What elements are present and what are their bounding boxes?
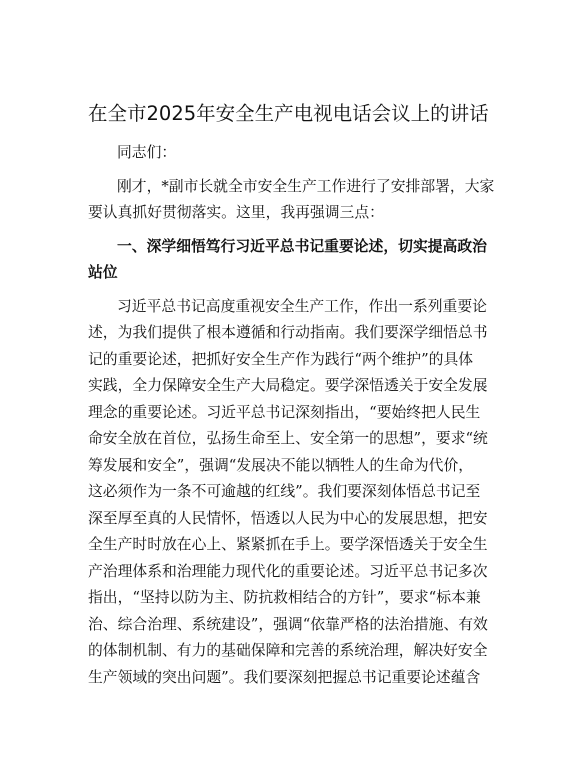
paragraph-line: 筹发展和安全”，强调“发展决不能以牺牲人的生命为代价， [88,456,474,474]
paragraph-line: 命安全放在首位，弘扬生命至上、安全第一的思想”，要求“统 [88,430,488,447]
paragraph-line: 述，为我们提供了根本遵循和行动指南。我们要深学细悟总书 [88,324,488,341]
salutation: 同志们： [117,144,177,161]
paragraph-line: 产治理体系和治理能力现代化的重要论述。习近平总书记多次 [88,562,488,580]
document-title: 在全市2025年安全生产电视电话会议上的讲话 [88,102,489,125]
spacer [88,287,498,294]
section-heading: 一、深学细悟笃行习近平总书记重要论述，切实提高政治 [117,237,487,255]
spacer [88,227,498,234]
intro-line: 要认真抓好贯彻落实。这里，我再强调三点： [88,204,384,221]
paragraph-line: 记的重要论述，把抓好安全生产作为践行“两个维护”的具体 [88,350,474,368]
intro-line: 刚才，*副市长就全市安全生产工作进行了安排部署，大家 [117,177,495,195]
spacer [88,167,498,174]
document-body [88,140,498,691]
paragraph-line: 治、综合治理、系统建设”，强调“依靠严格的法治措施、有效 [88,615,488,633]
paragraph-line: 这必须作为一条不可逾越的红线”。我们要深刻体悟总书记至 [88,483,481,500]
paragraph-line: 指出，“坚持以防为主、防抗救相结合的方针”，要求“标本兼 [88,589,481,606]
paragraph-line: 习近平总书记高度重视安全生产工作，作出一系列重要论 [117,297,487,315]
paragraph-line: 的体制机制、有力的基础保障和完善的系统治理，解决好安全 [88,642,488,659]
section-heading: 站位 [88,264,118,281]
paragraph-line: 理念的重要论述。习近平总书记深刻指出，“要始终把人民生 [88,403,481,421]
paragraph-line: 实践，全力保障安全生产大局稳定。要学深悟透关于安全发展 [88,377,488,394]
paragraph-line: 生产领域的突出问题”。我们要深刻把握总书记重要论述蕴含 [88,668,481,686]
paragraph-line: 全生产时时放在心上、紧紧抓在手上。要学深悟透关于安全生 [88,536,488,553]
paragraph-line: 深至厚至真的人民情怀，悟透以人民为中心的发展思想，把安 [88,509,488,527]
